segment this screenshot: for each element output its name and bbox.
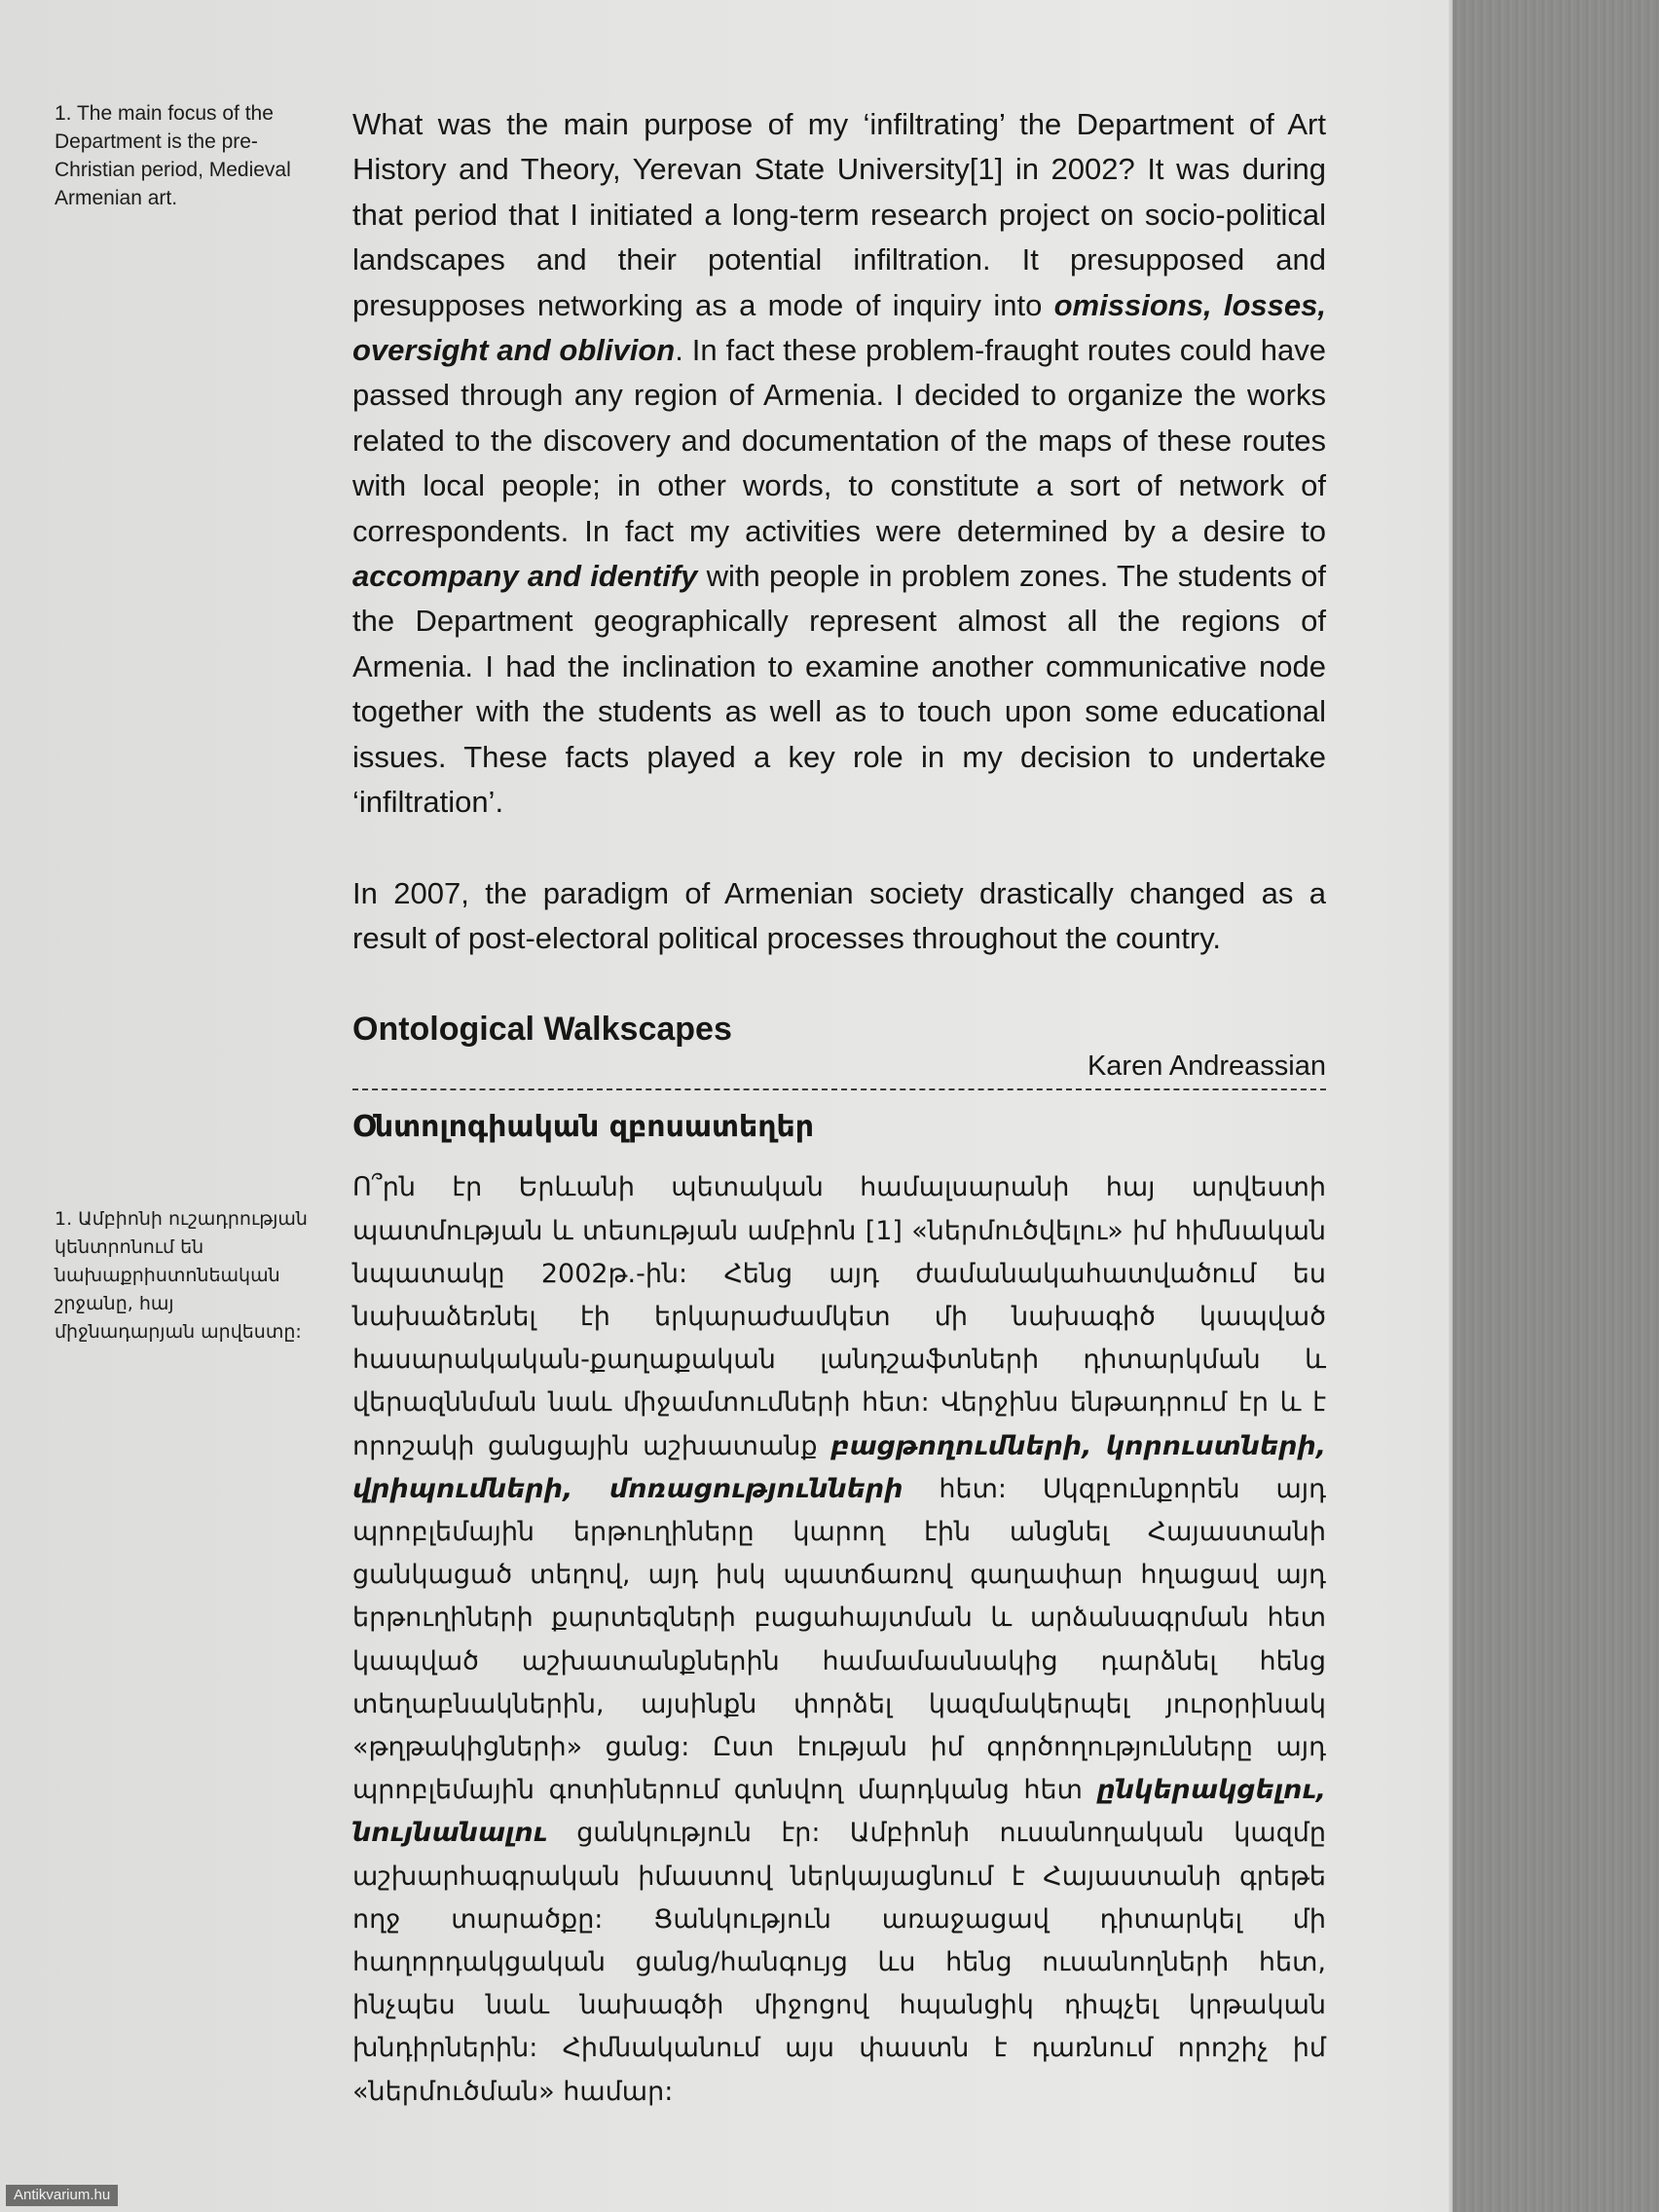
text-run: ցանկություն էր: Ամբիոնի ուսանողական կազմը աշխարհագրական իմաստով ներկայացնում է Հայաստանի գրեթե ողջ տարածքը: Ցանկություն առաջացավ դիտարկել մի հաղորդակցական ցանց/հանգույց ևս հենց ուսանողների հետ, ինչպես նաև նախագծի միջոցով հպանցիկ դիպչել կրթական խնդիրներին: Հիմնականում այս փաստն է դառնում որոշիչ իմ «ներմուծման» համար: — [352, 1818, 1326, 2107]
emphasis-accompany-armenian: ընկերակցելու, նույնանալու — [352, 1775, 1326, 1849]
paragraph-armenian — [352, 1166, 1326, 2113]
paragraph-english-1 — [352, 102, 1326, 826]
book-edge-background — [1453, 0, 1659, 2212]
section-header — [352, 1010, 1326, 1089]
text-run: . In fact these problem-fraught routes could have passed through any region of Armenia. I decided to organize the works related to the discovery and documentation of the maps of these routes with local people; in other words, to constitute a sort of network of correspondents. In fact my activities were determined by a desire to — [352, 333, 1326, 548]
emphasis-accompany: accompany and identify — [352, 559, 698, 594]
text-run: հետ: Սկզբունքորեն այդ պրոբլեմային երթուղիները կարող էին անցնել Հայաստանի ցանկացած տեղով, այդ իսկ պատճառով գաղափար հղացավ այդ երթուղիների քարտեզների բացահայտման և արձանագրման հետ կապված աշխատանքներին համամասնակից դարձնել հենց տեղաբնակներին, այսինքն փորձել կազմակերպել յուրօրինակ «թղթակիցների» ցանց: Ըստ էության իմ գործողությունները այդ պրոբլեմային գոտիներում գտնվող մարդկանց հետ — [352, 1473, 1327, 1806]
emphasis-omissions-armenian: բացթողումների, կորուստների, վրիպումների, մոռացությունների — [352, 1430, 1326, 1504]
footnote-english: 1. The main focus of the Department is the pre-Christian period, Medieval Armenian art. — [55, 102, 291, 209]
paragraph-english-2: In 2007, the paradigm of Armenian society drastically changed as a result of post-electoral political processes throughout the country. — [352, 875, 1326, 955]
section-heading-armenian: Օնտոլոգիական զբոսատեղեր — [352, 1110, 815, 1145]
text-run: with people in problem zones. The students of the Department geographically represent almost all the regions of Armenia. I had the inclination to examine another communicative node together with the students as well as to touch upon some educational issues. These facts played a key role in my decision to undertake ‘infiltration’. — [352, 559, 1327, 820]
watermark: Antikvarium.hu — [6, 2185, 118, 2206]
text-run: What was the main purpose of my ‘infiltrating’ the Department of Art History and Theory, Yerevan State University[1] in 2002? It was during that period that I initiated a long-term research project on socio-political landscapes and their potential infiltration. It presupposed and presupposes networking as a mode of inquiry into — [352, 107, 1326, 322]
dashed-divider — [352, 1088, 1326, 1090]
text-run: Ո՞րն էր Երևանի պետական համալսարանի հայ արվեստի պատմության և տեսության ամբիոն [1] «ներմուծվելու» իմ հիմնական նպատակը 2002թ.-ին: Հենց այդ ժամանակահատվածում ես նախաձեռնել էի երկարաժամկետ մի նախագիծ կապված հասարակական-քաղաքական լանդշաֆտների դիտարկման և վերազննման նաև միջամտումների հետ: Վերջինս ենթադրում էր և է որոշակի ցանցային աշխատանք — [352, 1172, 1326, 1461]
author-name: Karen Andreassian — [1087, 1051, 1326, 1083]
footnote-armenian: 1. Ամբիոնի ուշադրության կենտրոնում են նախաքրիստոնեական շրջանը, հայ միջնադարյան արվեստը: — [55, 1208, 308, 1343]
emphasis-omissions: omissions, losses, oversight and oblivion — [352, 287, 1326, 368]
section-heading: Ontological Walkscapes — [352, 1011, 732, 1049]
main-text-column — [352, 102, 1326, 2114]
